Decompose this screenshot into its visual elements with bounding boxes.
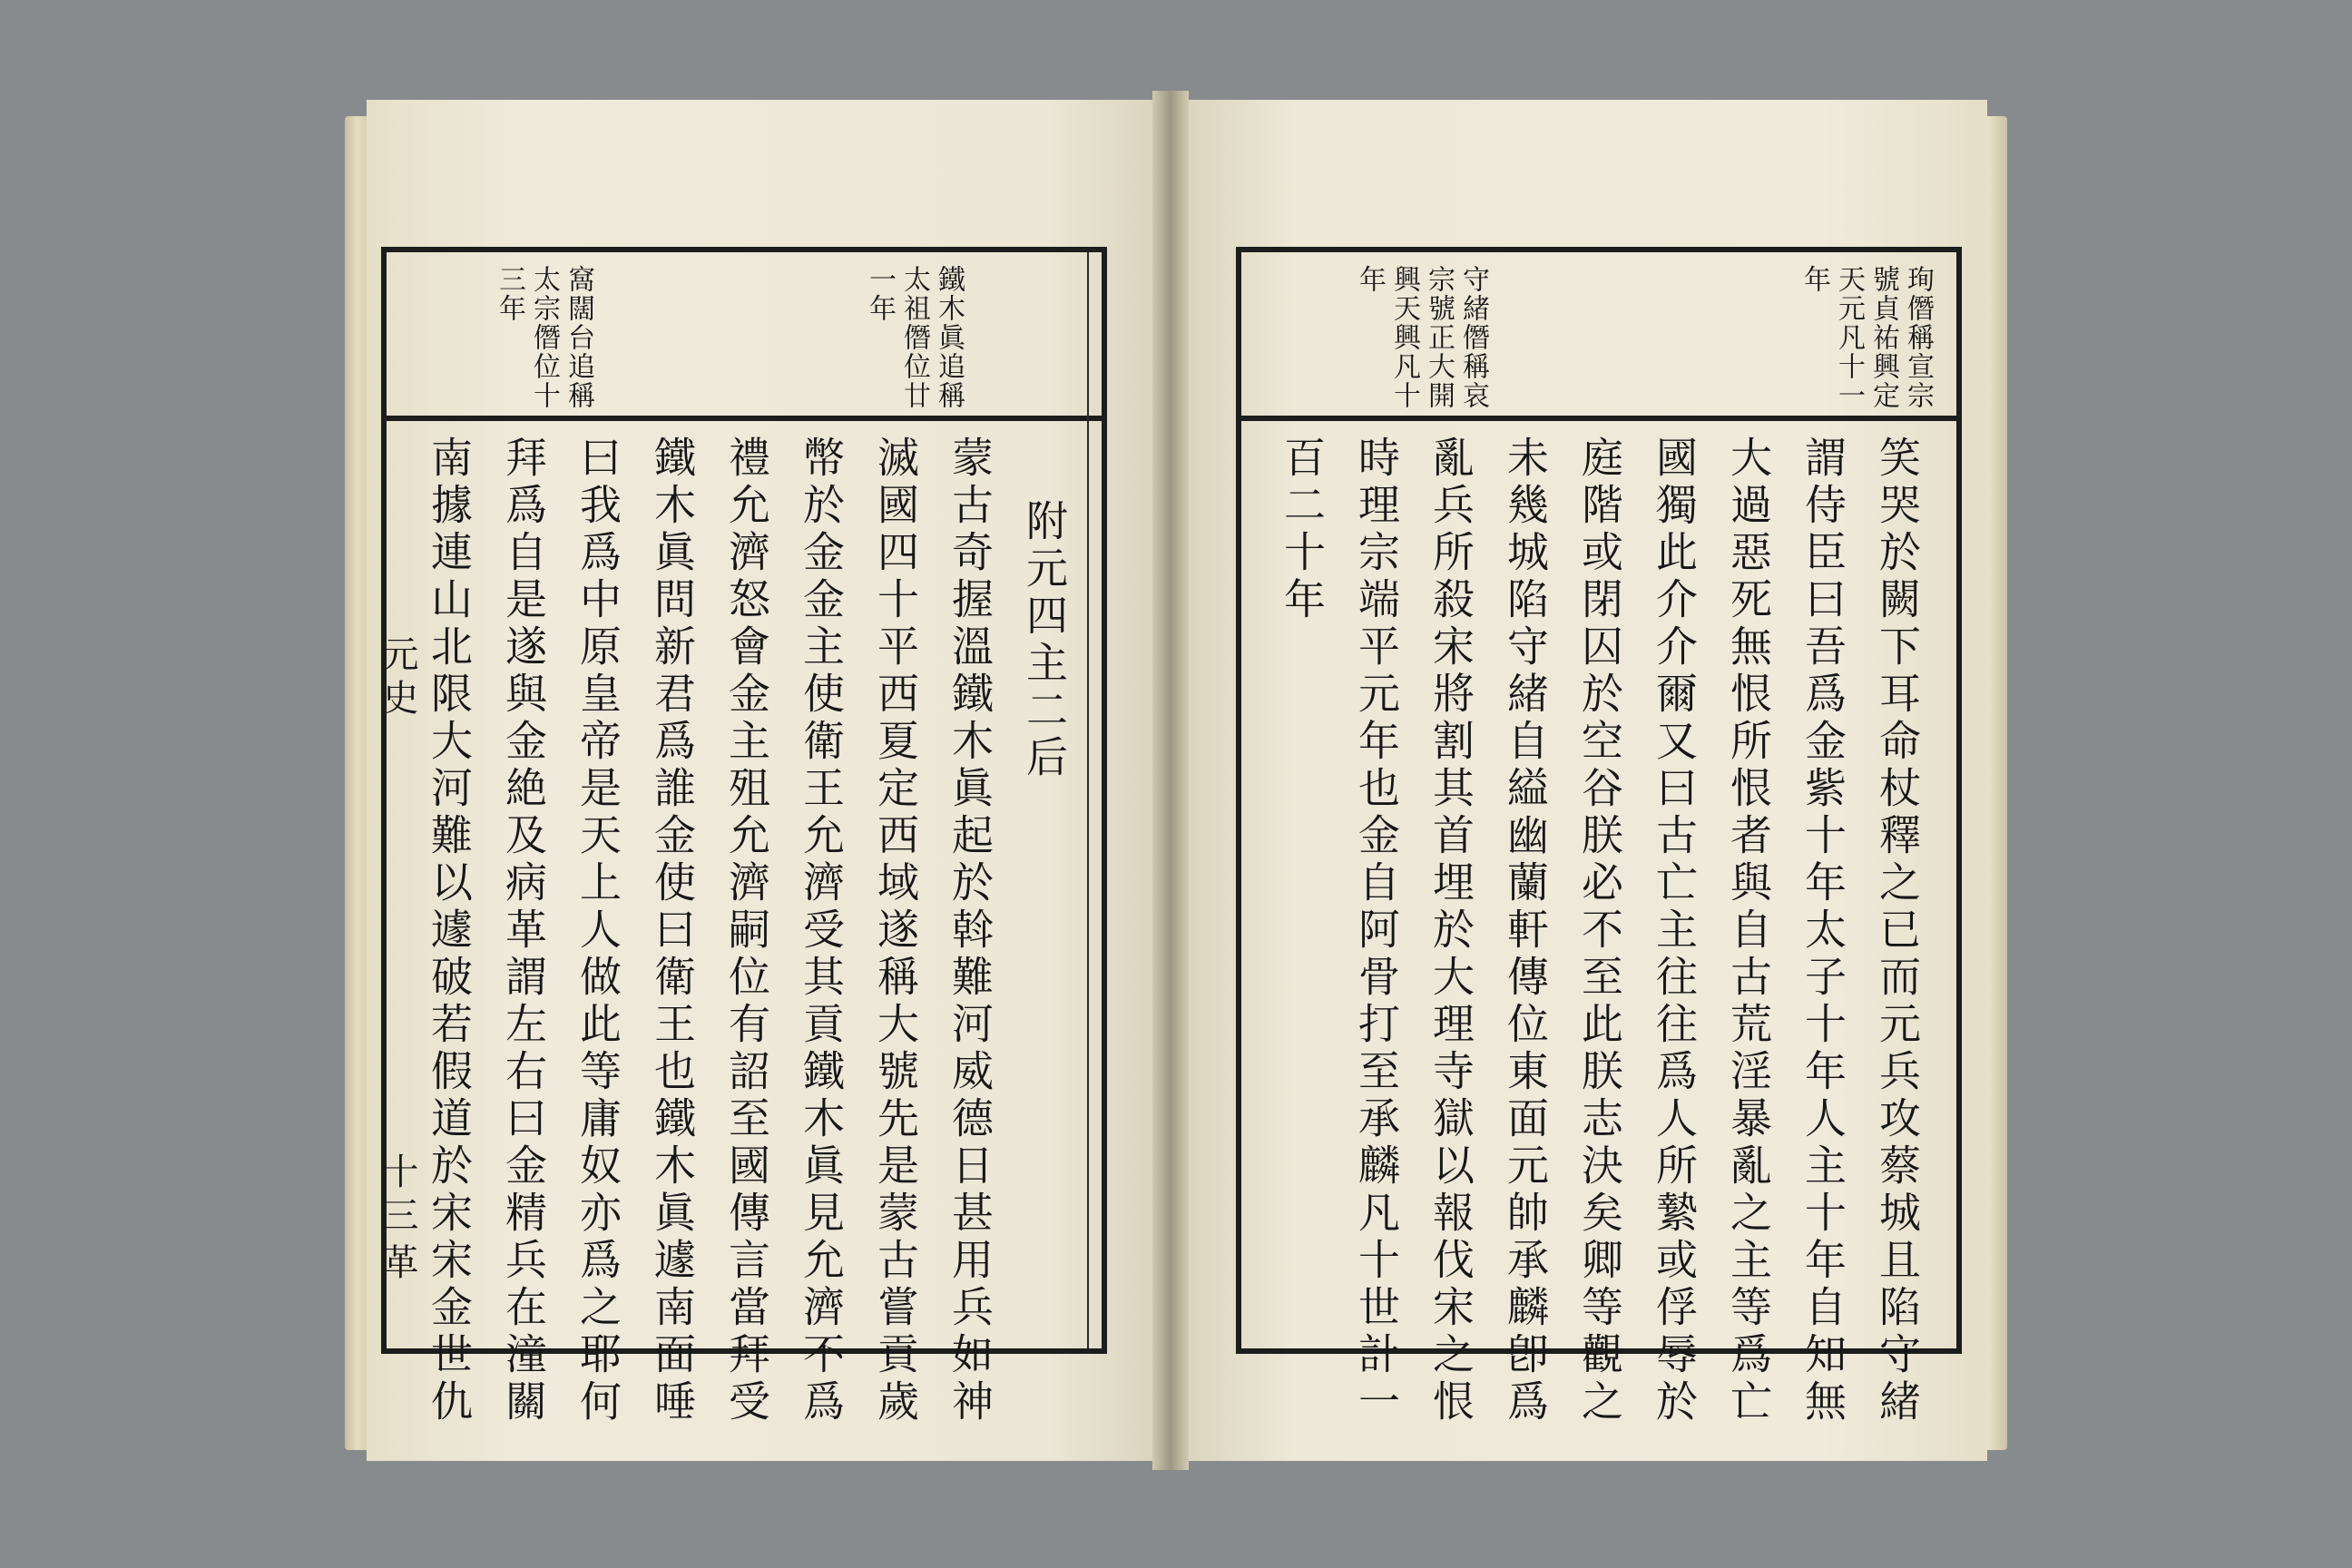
- left-header-note: 一年: [864, 265, 896, 323]
- left-text-column: 禮允濟怒會金主殂允濟嗣位有詔至國傳言當拜受: [722, 436, 771, 1426]
- left-chapter-heading: 附元四主二后: [1020, 499, 1069, 782]
- right-text-column: 謂侍臣曰吾爲金紫十年太子十年人主十年自知無: [1798, 436, 1847, 1426]
- left-header-note: 窩闊台追稱: [563, 265, 594, 410]
- right-header-note: 守緒僭稱哀: [1457, 265, 1489, 410]
- right-text-column: 時理宗端平元年也金自阿骨打至承麟凡十世計一: [1352, 436, 1401, 1426]
- right-text-column: 百二十年: [1278, 436, 1327, 624]
- right-text-column: 庭階或閉囚於空谷朕必不至此朕志決矣卿等觀之: [1575, 436, 1624, 1426]
- left-header-note: 太宗僭位十: [528, 265, 560, 410]
- left-margin-column-rule: [1087, 252, 1089, 1348]
- book-title-margin: 元史: [377, 635, 418, 722]
- left-text-column: 南據連山北限大河難以遽破若假道於宋宋金世仇: [425, 436, 474, 1426]
- right-text-column: 亂兵所殺宋將割其首埋於大理寺獄以報伐宋之恨: [1426, 436, 1475, 1426]
- right-header-note: 宗號正大開: [1423, 265, 1455, 410]
- left-header-note: 鐵木眞追稱: [933, 265, 965, 410]
- page-number-margin: 十三: [377, 1152, 418, 1240]
- right-header-note: 興天興凡十: [1388, 265, 1420, 410]
- left-header-note: 三年: [494, 265, 525, 323]
- left-text-column: 滅國四十平西夏定西域遂稱大號先是蒙古嘗貢歲: [871, 436, 920, 1426]
- left-text-column: 拜爲自是遂與金絶及病革謂左右曰金精兵在潼關: [499, 436, 548, 1426]
- leaf-marker-margin: 革: [377, 1243, 418, 1287]
- left-text-column: 曰我爲中原皇帝是天上人做此等庸奴亦爲之耶何: [573, 436, 622, 1426]
- right-header-rule: [1236, 416, 1962, 421]
- right-header-note: 號貞祐興定: [1867, 265, 1899, 410]
- right-header-note: 天元凡十一: [1833, 265, 1865, 410]
- left-header-rule: [381, 416, 1107, 421]
- right-header-note: 年: [1798, 265, 1830, 294]
- left-text-column: 鐵木眞問新君爲誰金使曰衛王也鐵木眞遽南面唾: [648, 436, 697, 1426]
- left-text-column: 蒙古奇握溫鐵木眞起於斡難河威德日甚用兵如神: [946, 436, 995, 1426]
- right-text-column: 笑哭於闕下耳命杖釋之已而元兵攻蔡城且陷守緒: [1873, 436, 1922, 1426]
- right-text-column: 未幾城陷守緒自縊幽蘭軒傳位東面元帥承麟卽爲: [1501, 436, 1550, 1426]
- right-text-column: 國獨此介介爾又曰古亡主往往爲人所縶或俘辱於: [1650, 436, 1699, 1426]
- left-header-note: 太祖僭位廿: [898, 265, 930, 410]
- left-text-column: 幣於金金主使衛王允濟受其貢鐵木眞見允濟不爲: [797, 436, 846, 1426]
- right-text-column: 大過惡死無恨所恨者與自古荒淫暴亂之主等爲亡: [1724, 436, 1773, 1426]
- right-header-note: 珣僭稱宣宗: [1902, 265, 1934, 410]
- right-header-note: 年: [1354, 265, 1386, 294]
- book-gutter: [1152, 91, 1189, 1470]
